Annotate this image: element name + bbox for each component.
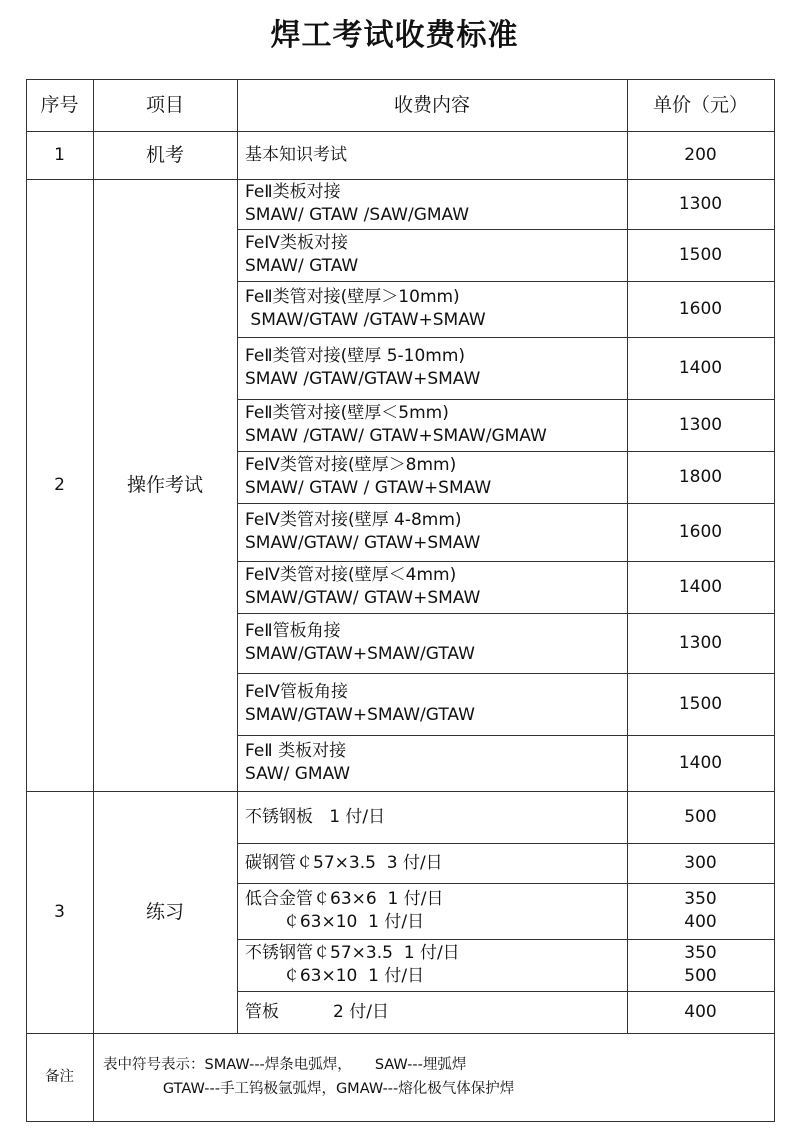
fee-price: [627, 131, 774, 179]
fee-price: [627, 451, 774, 503]
fee-content-line: FeⅡ 类板对接: [245, 741, 347, 761]
section-number: [26, 131, 93, 179]
fee-price: [627, 281, 774, 337]
fee-price-line: 1400: [678, 752, 723, 773]
fee-price-line: 1300: [678, 193, 723, 214]
fee-content-line: FeⅣ类板对接: [245, 233, 348, 253]
fee-price: [627, 179, 774, 229]
fee-price: [627, 399, 774, 451]
fee-content: [245, 503, 625, 561]
fee-price: [627, 991, 774, 1033]
note-label: [26, 1033, 93, 1121]
fee-price-line: 500: [684, 806, 717, 827]
fee-content: [245, 561, 625, 613]
fee-price-line: 1600: [678, 298, 723, 319]
fee-price-line: 1800: [678, 466, 723, 487]
fee-price-line: 1400: [678, 357, 723, 378]
header-cell-line: 序号: [40, 93, 79, 116]
fee-content-line: SMAW/ GTAW / GTAW+SMAW: [245, 478, 492, 498]
section-number: [26, 179, 93, 791]
fee-price-line: 350: [684, 943, 717, 963]
fee-price-line: 1500: [678, 693, 723, 714]
col-divider-2: [237, 79, 238, 1033]
fee-content-line: FeⅡ管板角接: [245, 621, 341, 641]
section-number: [26, 791, 93, 1033]
page-title: 焊工考试收费标准: [270, 18, 519, 53]
fee-table: [26, 79, 774, 1115]
fee-price: [627, 939, 774, 991]
col-divider-3: [627, 79, 628, 1033]
fee-content-line: 基本知识考试: [245, 144, 347, 165]
fee-content: [245, 991, 625, 1033]
fee-content-line: ￠63×10 1 付/日: [245, 966, 425, 986]
fee-content-line: SMAW /GTAW/GTAW+SMAW: [245, 369, 481, 389]
fee-content-line: SMAW /GTAW/ GTAW+SMAW/GMAW: [245, 426, 547, 446]
header-cell-line: 收费内容: [393, 93, 470, 116]
section-item-line: 操作考试: [126, 473, 203, 496]
fee-price: [627, 673, 774, 735]
fee-content: [245, 791, 625, 843]
fee-content-line: 碳钢管￠57×3.5 3 付/日: [245, 852, 443, 873]
fee-content-line: SMAW/GTAW /GTAW+SMAW: [245, 310, 486, 330]
table-border-right: [774, 79, 775, 1122]
fee-content-line: SMAW/GTAW/ GTAW+SMAW: [245, 533, 481, 553]
col-divider-1: [93, 79, 94, 1121]
header-cell: [237, 79, 627, 131]
fee-content-line: FeⅡ类管对接(壁厚＞10mm): [245, 287, 460, 307]
fee-price-line: 1500: [678, 244, 723, 265]
section-item: [93, 179, 237, 791]
fee-content: [245, 337, 625, 399]
header-cell: [627, 79, 774, 131]
fee-content-line: 不锈钢板 1 付/日: [245, 806, 386, 827]
fee-content: [245, 883, 625, 939]
fee-content: [245, 229, 625, 281]
fee-content: [245, 131, 625, 179]
fee-content: [245, 939, 625, 991]
section-number-line: 1: [54, 144, 65, 165]
table-border-bottom: [26, 1121, 774, 1122]
fee-price: [627, 883, 774, 939]
fee-content-line: SMAW/ GTAW: [245, 256, 359, 276]
fee-price-line: 1600: [678, 521, 723, 542]
section-number-line: 2: [54, 474, 65, 495]
fee-price: [627, 337, 774, 399]
section-item-line: 机考: [145, 143, 184, 166]
fee-content: [245, 613, 625, 673]
table-border-left: [26, 79, 27, 1121]
note-text-line: 表中符号表示：SMAW---焊条电弧焊， SAW---埋弧焊: [103, 1057, 467, 1073]
fee-price: [627, 503, 774, 561]
fee-price-line: 400: [684, 1001, 717, 1022]
fee-content: [245, 735, 625, 791]
fee-content: [245, 843, 625, 883]
fee-price-line: 1300: [678, 414, 723, 435]
fee-content: [245, 179, 625, 229]
fee-content-line: SMAW/GTAW/ GTAW+SMAW: [245, 588, 481, 608]
fee-content-line: FeⅣ管板角接: [245, 682, 348, 702]
header-cell: [26, 79, 93, 131]
fee-content-line: ￠63×10 1 付/日: [245, 912, 425, 932]
fee-price-line: 1300: [678, 632, 723, 653]
fee-price: [627, 791, 774, 843]
fee-price-line: 400: [684, 912, 717, 932]
fee-price-line: 200: [684, 144, 717, 165]
fee-content: [245, 673, 625, 735]
note-text: [103, 1033, 772, 1121]
fee-price: [627, 561, 774, 613]
fee-price-line: 1400: [678, 576, 723, 597]
fee-content-line: 低合金管￠63×6 1 付/日: [245, 889, 444, 909]
fee-price-line: 500: [684, 966, 717, 986]
section-item: [93, 791, 237, 1033]
section-number-line: 3: [54, 901, 65, 922]
header-cell-line: 项目: [145, 93, 184, 116]
fee-content-line: FeⅡ类管对接(壁厚 5-10mm): [245, 346, 466, 366]
fee-price-line: 350: [684, 889, 717, 909]
fee-price: [627, 613, 774, 673]
fee-content: [245, 281, 625, 337]
fee-content-line: SMAW/GTAW+SMAW/GTAW: [245, 705, 475, 725]
fee-price: [627, 843, 774, 883]
fee-content-line: SMAW/GTAW+SMAW/GTAW: [245, 644, 475, 664]
fee-content-line: 不锈钢管￠57×3.5 1 付/日: [245, 943, 460, 963]
fee-content: [245, 399, 625, 451]
fee-content-line: SMAW/ GTAW /SAW/GMAW: [245, 205, 470, 225]
header-cell-line: 单价（元）: [652, 93, 748, 116]
fee-content-line: FeⅡ类板对接: [245, 182, 341, 202]
fee-content-line: SAW/ GMAW: [245, 764, 351, 784]
fee-content-line: FeⅣ类管对接(壁厚＞8mm): [245, 455, 457, 475]
fee-content: [245, 451, 625, 503]
header-cell: [93, 79, 237, 131]
fee-price: [627, 735, 774, 791]
section-item: [93, 131, 237, 179]
note-text-line: GTAW---手工钨极氩弧焊，GMAW---熔化极气体保护焊: [103, 1081, 515, 1097]
note-label-line: 备注: [45, 1069, 74, 1085]
fee-content-line: FeⅡ类管对接(壁厚＜5mm): [245, 403, 449, 423]
fee-price: [627, 229, 774, 281]
fee-price-line: 300: [684, 852, 717, 873]
fee-content-line: FeⅣ类管对接(壁厚＜4mm): [245, 565, 457, 585]
section-item-line: 练习: [145, 900, 184, 923]
fee-content-line: 管板 2 付/日: [245, 1001, 389, 1022]
fee-content-line: FeⅣ类管对接(壁厚 4-8mm): [245, 510, 462, 530]
